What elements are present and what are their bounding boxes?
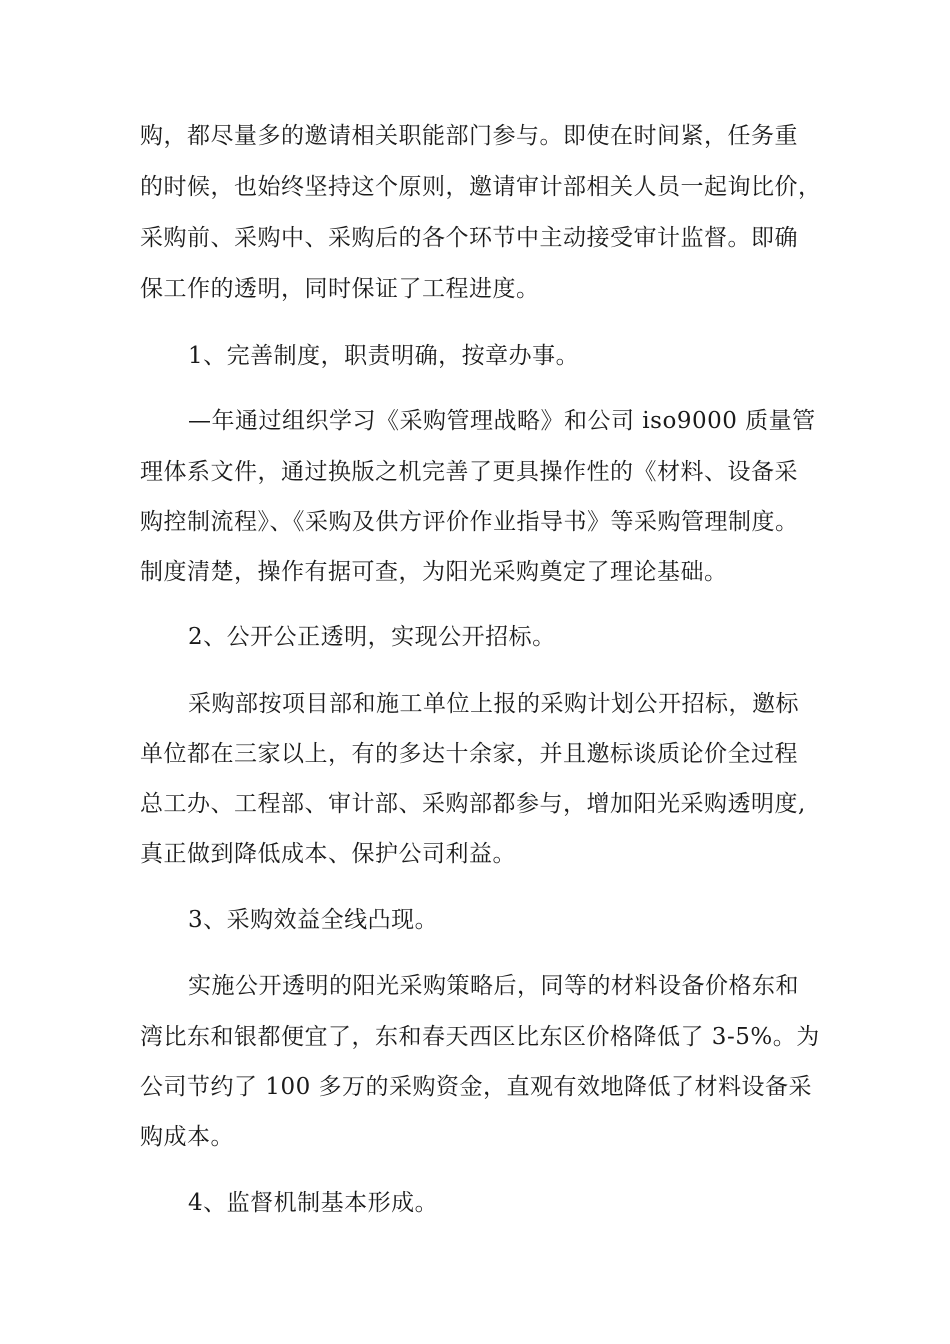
paragraph-line: 采购部按项目部和施工单位上报的采购计划公开招标，邀标 <box>188 691 799 717</box>
paragraph-line: 购，都尽量多的邀请相关职能部门参与。即使在时间紧，任务重 <box>140 123 798 149</box>
paragraph-line: 真正做到降低成本、保护公司利益。 <box>140 841 516 867</box>
paragraph-line: 采购前、采购中、采购后的各个环节中主动接受审计监督。即确 <box>140 225 798 251</box>
paragraph-line: 总工办、工程部、审计部、采购部都参与，增加阳光采购透明度, <box>140 791 806 817</box>
paragraph-line: 单位都在三家以上，有的多达十余家，并且邀标谈质论价全过程 <box>140 741 798 767</box>
section-heading: 2、公开公正透明，实现公开招标。 <box>188 624 556 650</box>
paragraph-line: 湾比东和银都便宜了，东和春天西区比东区价格降低了 3-5%。为 <box>140 1024 820 1050</box>
paragraph-line: 购控制流程》、《采购及供方评价作业指导书》等采购管理制度。 <box>140 509 799 535</box>
paragraph-line: 购成本。 <box>140 1124 234 1150</box>
section-heading: 3、采购效益全线凸现。 <box>188 907 439 933</box>
paragraph-line: —年通过组织学习《采购管理战略》和公司 iso9000 质量管 <box>188 408 816 434</box>
paragraph-line: 理体系文件，通过换版之机完善了更具操作性的《材料、设备采 <box>140 459 798 485</box>
paragraph-line: 制度清楚，操作有据可查，为阳光采购奠定了理论基础。 <box>140 559 728 585</box>
section-heading: 1、完善制度，职责明确，按章办事。 <box>188 343 580 369</box>
paragraph-line: 保工作的透明，同时保证了工程进度。 <box>140 276 540 302</box>
paragraph-line: 公司节约了 100 多万的采购资金，直观有效地降低了材料设备采 <box>140 1074 813 1100</box>
section-heading: 4、监督机制基本形成。 <box>188 1190 439 1216</box>
paragraph-line: 实施公开透明的阳光采购策略后，同等的材料设备价格东和 <box>188 973 799 999</box>
paragraph-line: 的时候，也始终坚持这个原则，邀请审计部相关人员一起询比价， <box>140 174 822 200</box>
